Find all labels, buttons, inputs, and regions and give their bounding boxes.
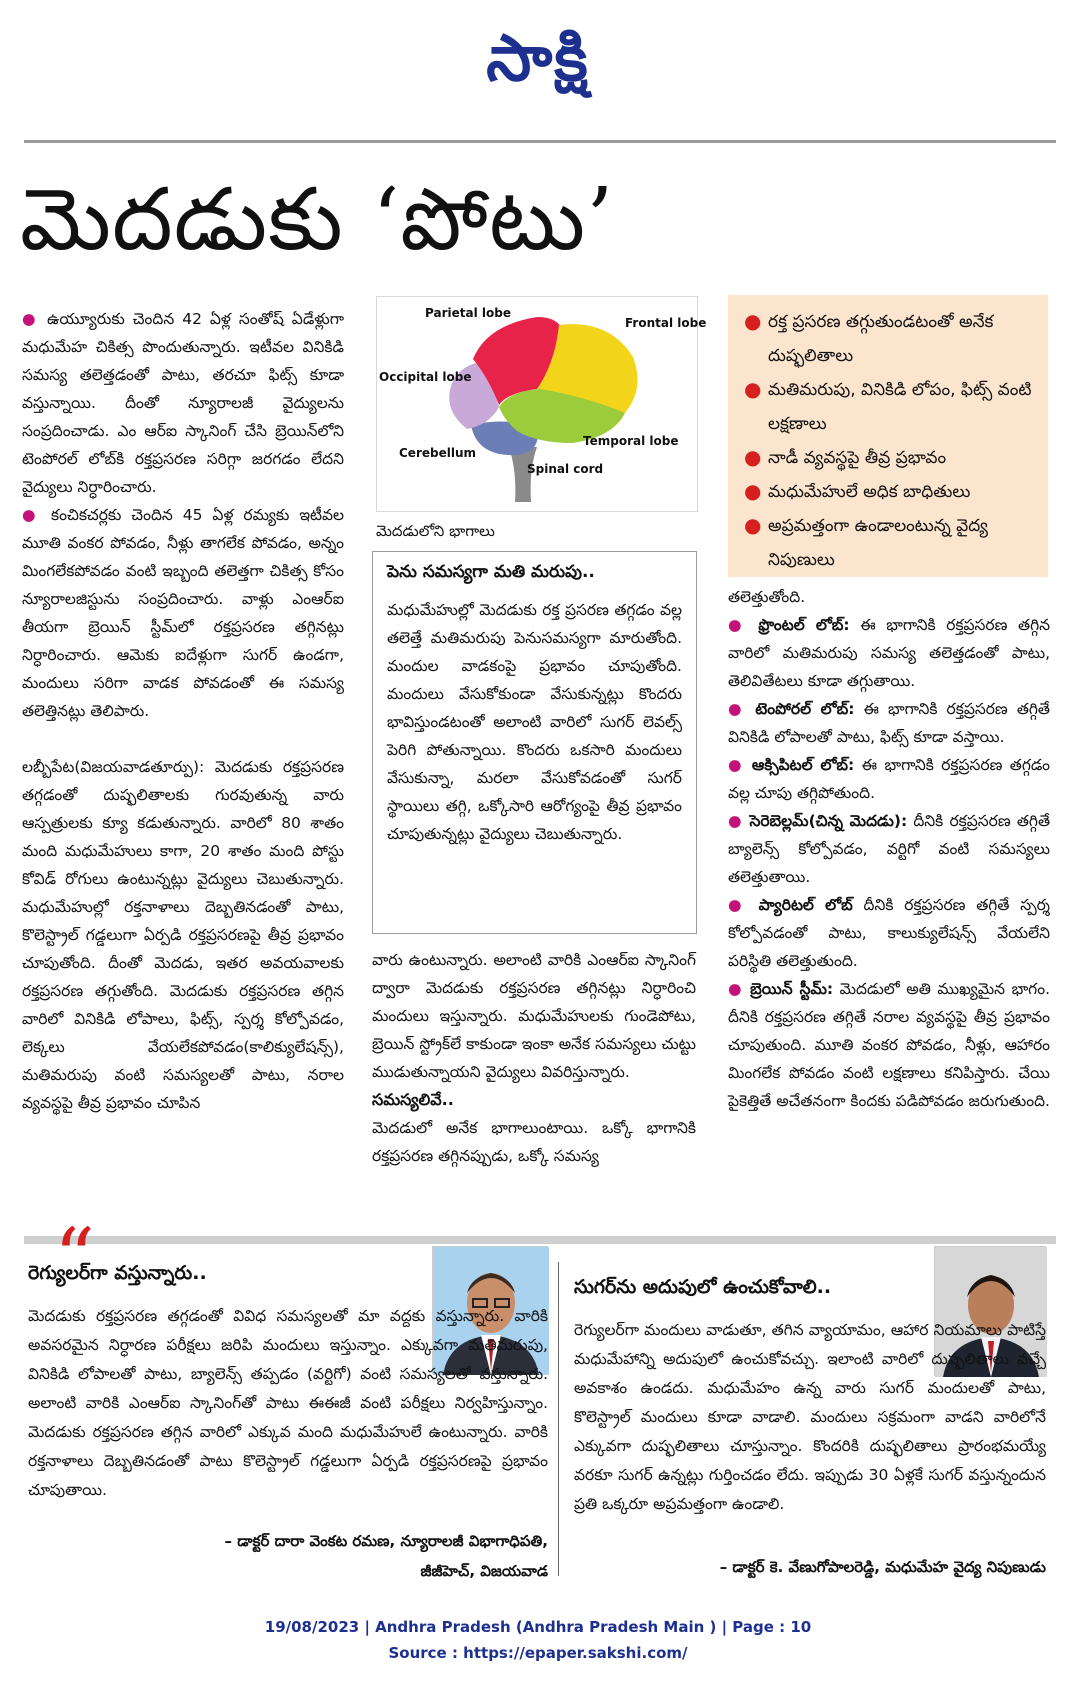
highlight-item: ● మతిమరుపు, వినికిడి లోపం, ఫిట్స్ వంటి లక్షణాలు [742, 373, 1034, 441]
quote-left-title: రెగ్యులర్‌గా వస్తున్నారు.. [28, 1262, 207, 1284]
brain-diagram [376, 296, 707, 512]
middle-column [372, 946, 696, 1170]
box-text: మధుమేహుల్లో మెదడుకు రక్త ప్రసరణ తగ్గడం వల్ల తలెత్తే మతిమరుపు పెనుసమస్యగా మారుతోంది. మందుల వాడకంపై ప్రభావం చూపుతోంది. మందులు వేసుకోకుండా వేసుకున్నట్లు కొందరు భావిస్తుండటంతో అలాంటి వారిలో సుగర్ లెవల్స్ పెరిగి పోతున్నాయి. కొందరు ఒకసారి మందులు వేసుకున్నా, మరలా వేసుకోవడంతో సుగర్ స్థాయిలు తగ్గి, ఒక్కోసారి ఆరోగ్యంపై తీవ్ర ప్రభావం చూపుతున్నట్లు వైద్యులు చెబుతున్నారు. [387, 601, 682, 843]
brain-illustration [377, 297, 707, 511]
left-para-3: లబ్బీపేట(విజయవాడతూర్పు): మెదడుకు రక్తప్రసరణ తగ్గడంతో దుష్ఫలితాలకు గురవుతున్న వారు ఆస్పత్రులకు క్యూ కడుతున్నారు. వారిలో 80 శాతం మంది మధుమేహులు కాగా, 20 శాతం మంది పోస్టు కోవిడ్ రోగులు ఉంటున్నట్లు వైద్యులు చెబుతున్నారు. మధుమేహుల్లో రక్తనాళాలు దెబ్బతినడంతో పాటు, కొలెస్ట్రాల్ గడ్డలుగా ఏర్పడి రక్తప్రసరణపై తీవ్ర ప్రభావం చూపుతోంది. దీంతో మెదడు, ఇతర అవయవాలకు రక్తప్రసరణ తగ్గుతోంది. మెదడుకు రక్తప్రసరణ తగ్గిన వారిలో వినికిడి లోపాలు, ఫిట్స్, స్పర్శ కోల్పోవడం, లెక్కలు వేయలేకపోవడం(కాలిక్యులేషన్స్), మతిమరుపు వంటి సమస్యలతో పాటు, నరాల వ్యవస్థపై తీవ్ర ప్రభావం చూపిన [22, 758, 344, 1112]
bullet-icon: ● [728, 812, 750, 830]
red-bullet-icon: ● [744, 445, 762, 469]
highlights-box [728, 295, 1048, 577]
bullet-icon: ● [728, 896, 759, 914]
left-para-2: ● కంచికచర్లకు చెందిన 45 ఏళ్ల రమ్యకు ఇటీవల మూతి వంకర పోవడం, నీళ్లు తాగలేక పోవడం, అన్నం మింగలేకపోవడం వంటి ఇబ్బంది తలెత్తగా చికిత్స కోసం న్యూరాలజిస్టును సంప్రదించారు. వాళ్లు ఎంఆర్ఐ తీయగా బ్రెయిన్ స్టీమ్‌లో రక్తప్రసరణ తగ్గినట్లు నిర్ధారించారు. ఆమెకు ఐదేళ్లుగా సుగర్ ఉండగా, మందులు సరిగా వాడక పోవడంతో ఈ సమస్య తలెత్తినట్లు తెలిపారు. [22, 506, 344, 720]
red-bullet-icon: ● [744, 309, 762, 333]
brain-part-item: ● ఫ్రొంటల్ లోబ్: ఈ భాగానికి రక్తప్రసరణ తగ్గిన వారిలో మతిమరుపు సమస్య తలెత్తడంతో పాటు, తెలివితేటలు కూడా తగ్గుతాయి. [728, 616, 1051, 690]
highlight-item: ● మధుమేహులే అధిక బాధితులు [742, 475, 1034, 509]
bullet-icon: ● [22, 506, 51, 524]
label-spinal: Spinal cord [527, 462, 604, 476]
quote-right-signature: – డాక్టర్ కె. వేణుగోపాలరెడ్డి, మధుమేహ వైద్య నిపుణుడు [719, 1558, 1046, 1576]
highlight-item: ● రక్త ప్రసరణ తగ్గుతుండటంతో అనేక దుష్ఫలితాలు [742, 305, 1034, 373]
bullet-icon: ● [728, 616, 759, 634]
quote-icon: “ [54, 1211, 95, 1304]
right-lead: తలెత్తుతోంది. [728, 588, 806, 606]
footer-source: Source : https://epaper.sakshi.com/ [388, 1644, 688, 1662]
masthead-logo: సాక్షి [486, 22, 590, 96]
bullet-icon: ● [22, 310, 48, 328]
red-bullet-icon: ● [744, 513, 762, 537]
quote-left-body: మెదడుకు రక్తప్రసరణ తగ్గడంతో వివిధ సమస్యలతో మా వద్దకు వస్తున్నారు. వారికి అవసరమైన నిర్ధారణ పరీక్షలు జరిపి మందులు ఇస్తున్నాం. ఎక్కువగా మతిమరుపు, వినికిడి లోపాలతో పాటు, బ్యాలెన్స్ తప్పడం (వర్టిగో) వంటి సమస్యలతో వస్తున్నారు. అలాంటి వారికి ఎంఆర్ఐ స్కానింగ్‌తో పాటు ఈఈజీ వంటి పరీక్షలు నిర్వహిస్తున్నాం. మెదడుకు రక్తప్రసరణ తగ్గిన వారిలో ఎక్కువ మంది మధుమేహులే ఉంటున్నారు. వారికి రక్తనాళాలు దెబ్బతినడంతో పాటు కొలెస్ట్రాల్ గడ్డలుగా ఏర్పడి రక్తప్రసరణపై ప్రభావం చూపుతాయి. [28, 1307, 548, 1499]
bullet-icon: ● [728, 756, 752, 774]
label-parietal: Parietal lobe [425, 306, 511, 320]
label-cerebellum: Cerebellum [399, 446, 477, 460]
quote-left-signature: – డాక్టర్ దారా వెంకట రమణ, న్యూరాలజీ విభాగాధిపతి, జీజీహెచ్, విజయవాడ [224, 1532, 548, 1580]
highlight-item: ● నాడీ వ్యవస్థపై తీవ్ర ప్రభావం [742, 441, 1034, 475]
highlight-item: ● అప్రమత్తంగా ఉండాలంటున్న వైద్య నిపుణులు [742, 509, 1034, 577]
brain-part-item: ● బ్రెయిన్ స్టీమ్: మెదడులో అతి ముఖ్యమైన భాగం. దీనికి రక్తప్రసరణ తగ్గితే నరాల వ్యవస్థపై తీవ్ర ప్రభావం చూపుతుంది. మూతి వంకర పోవడం, నీళ్లు, ఆహారం మింగలేక పోవడం వంటి లక్షణాలు కనిపిస్తారు. చేయి పైకెత్తితే అచేతనంగా కిందకు పడిపోవడం జరుగుతుంది. [728, 980, 1051, 1110]
mid-para-2: మెదడులో అనేక భాగాలుంటాయి. ఒక్కో భాగానికి రక్తప్రసరణ తగ్గినప్పుడు, ఒక్కో సమస్య [372, 1119, 696, 1165]
bullet-icon: ● [728, 700, 756, 718]
left-para-1: ● ఉయ్యూరుకు చెందిన 42 ఏళ్ల సంతోష్ ఏడేళ్లుగా మధుమేహ చికిత్స పొందుతున్నారు. ఇటీవల వినికిడి సమస్య తలెత్తడంతో పాటు, తరచూ ఫిట్స్ కూడా వస్తున్నాయి. దీంతో న్యూరాలజీ వైద్యులను సంప్రదించాడు. ఎం ఆర్ఐ స్కానింగ్ చేసి బ్రెయిన్‌లోని టెంపోరల్ లోబ్‌కి రక్తప్రసరణ సరిగ్గా జరగడం లేదని వైద్యులు నిర్ధారించారు. [22, 310, 345, 496]
brain-part-item: ● సెరెబెల్లమ్(చిన్న మెదడు): దీనికి రక్తప్రసరణ తగ్గితే బ్యాలెన్స్ కోల్పోవడం, వర్టిగో వంటి సమస్యలు తలెత్తుతాయి. [728, 812, 1051, 886]
label-occipital: Occipital lobe [379, 370, 472, 384]
red-bullet-icon: ● [744, 377, 762, 401]
box-title: పెను సమస్యగా మతి మరుపు.. [387, 562, 595, 582]
headline: మెదడుకు ‘పోటు’ [20, 170, 615, 270]
left-column [22, 305, 344, 1117]
problems-subhead: సమస్యలివే.. [372, 1090, 454, 1109]
memory-loss-box [372, 551, 697, 934]
figure-caption: మెదడులోని భాగాలు [376, 522, 495, 540]
label-temporal: Temporal lobe [583, 434, 679, 448]
mid-para-1: వారు ఉంటున్నారు. అలాంటి వారికి ఎంఆర్ఐ స్కానింగ్ ద్వారా మెదడుకు రక్తప్రసరణ తగ్గినట్లు నిర్ధారించి మందులు ఇస్తున్నారు. మధుమేహులకు గుండెపోటు, బ్రెయిన్ స్ట్రోక్‌లే కాకుండా ఇంకా అనేక సమస్యలు చుట్టు ముడుతున్నాయని వైద్యులు వివరిస్తున్నారు. [372, 951, 696, 1081]
label-frontal: Frontal lobe [625, 316, 707, 330]
brain-part-item: ● ప్యారిటల్ లోబ్ దీనికి రక్తప్రసరణ తగ్గితే స్పర్శ కోల్పోవడంతో పాటు, కాలుక్యులేషన్స్ వేయలేని పరిస్థితి తలెత్తుతుంది. [728, 896, 1051, 970]
quote-divider [558, 1262, 559, 1576]
right-column [728, 583, 1050, 1115]
brain-part-item: ● ఆక్సిపిటల్ లోబ్: ఈ భాగానికి రక్తప్రసరణ తగ్గడం వల్ల చూపు తగ్గిపోతుంది. [728, 756, 1051, 802]
top-divider [24, 140, 1056, 143]
red-bullet-icon: ● [744, 479, 762, 503]
section-divider [24, 1236, 1056, 1244]
quote-right-body: రెగ్యులర్‌గా మందులు వాడుతూ, తగిన వ్యాయామం, ఆహార నియమాలు పాటిస్తే మధుమేహాన్ని అదుపులో ఉంచుకోవచ్చు. ఇలాంటి వారిలో దుష్ఫలితాలు వచ్చే అవకాశం ఉండదు. మధుమేహం ఉన్న వారు సుగర్ మందులతో పాటు, కొలెస్ట్రాల్ మందులు కూడా వాడాలి. మందులు సక్రమంగా వాడని వారిలోనే ఎక్కువగా దుష్ఫలితాలు చూస్తున్నాం. కొందరికి దుష్ఫలితాలు ప్రారంభమయ్యే వరకూ సుగర్ ఉన్నట్లు గుర్తించడం లేదు. ఇప్పుడు 30 ఏళ్లకే సుగర్ వస్తున్నందున ప్రతి ఒక్కరూ అప్రమత్తంగా ఉండాలి. [574, 1321, 1046, 1513]
brain-part-item: ● టెంపోరల్ లోబ్: ఈ భాగానికి రక్తప్రసరణ తగ్గితే వినికిడి లోపాలతో పాటు, ఫిట్స్ కూడా వస్తాయి. [728, 700, 1050, 746]
quote-right-title: సుగర్‌ను అదుపులో ఉంచుకోవాలి.. [574, 1276, 832, 1298]
bullet-icon: ● [728, 980, 751, 998]
footer-dateline: 19/08/2023 | Andhra Pradesh (Andhra Pradesh Main ) | Page : 10 [264, 1618, 812, 1636]
